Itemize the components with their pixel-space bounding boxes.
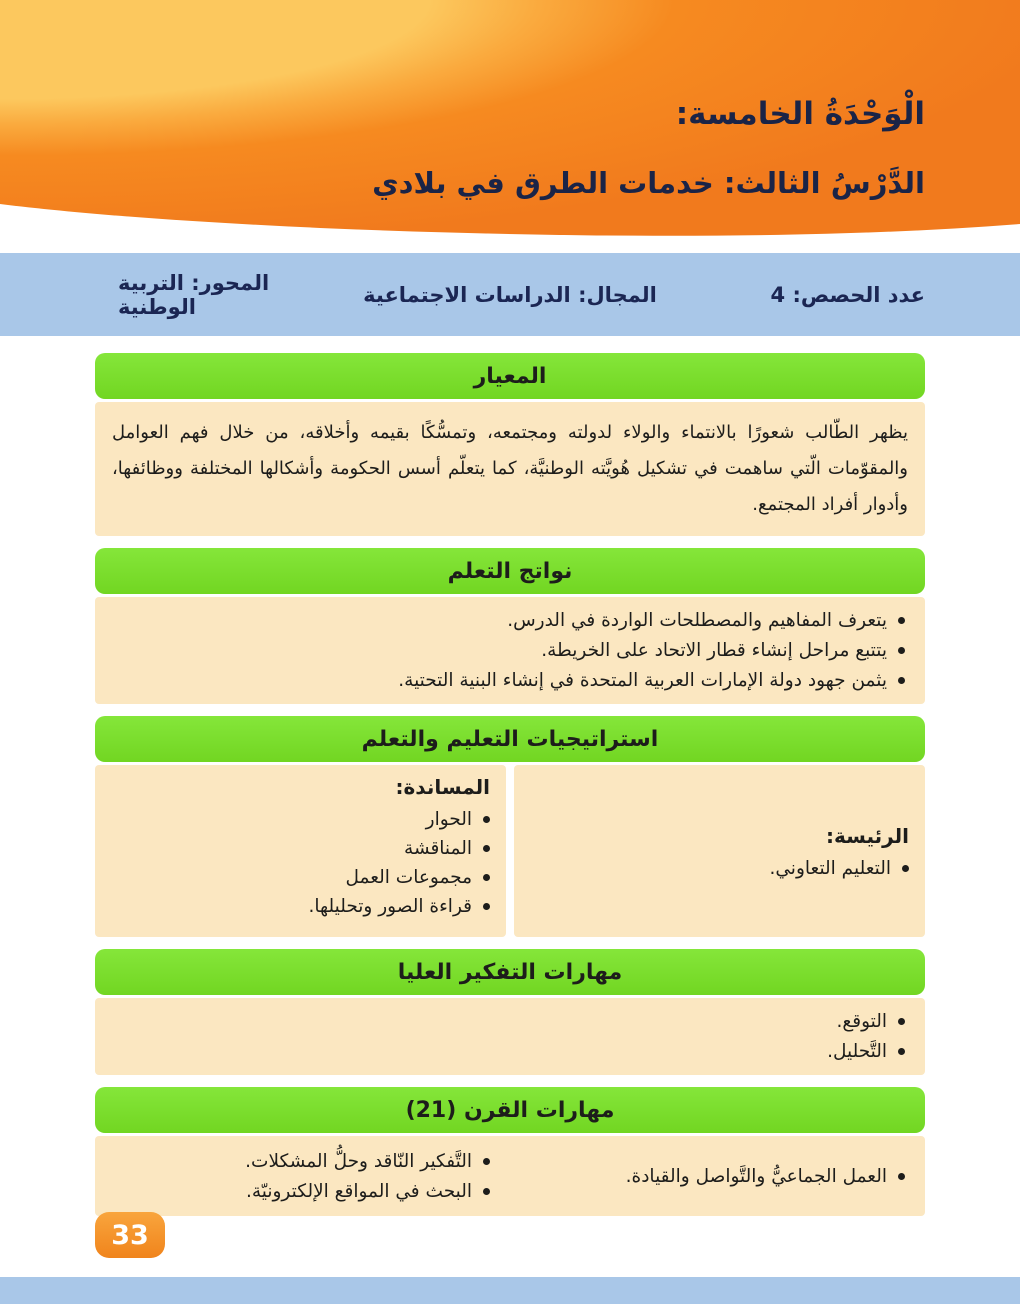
- higher-thinking-header: مهارات التفكير العليا: [95, 949, 925, 995]
- outcome-text: يتتبع مراحل إنشاء قطار الاتحاد على الخريطة.: [541, 640, 887, 661]
- bullet-icon: [898, 677, 905, 684]
- strategies-header: استراتيجيات التعليم والتعلم: [95, 716, 925, 762]
- century-skills-right-group: [502, 1136, 925, 1216]
- bullet-icon: [483, 845, 490, 852]
- skill-text: التَّحليل.: [827, 1041, 887, 1062]
- section-strategies: [95, 716, 925, 937]
- strategies-columns: [95, 765, 925, 937]
- strategy-text: قراءة الصور وتحليلها.: [308, 896, 472, 917]
- main-strategies-label: الرئيسة:: [826, 823, 909, 848]
- bullet-icon: [483, 903, 490, 910]
- century-skills-header: مهارات القرن (21): [95, 1087, 925, 1133]
- subject-field: المجال: الدراسات الاجتماعية: [363, 282, 657, 307]
- section-higher-thinking: [95, 949, 925, 1075]
- info-bar: [0, 253, 1020, 336]
- strategy-text: التعليم التعاوني.: [769, 857, 891, 879]
- lesson-title: الدَّرْسُ الثالث: خدمات الطرق في بلادي: [372, 166, 925, 200]
- higher-thinking-list: [95, 998, 925, 1075]
- bottom-bar: [0, 1277, 1020, 1304]
- outcomes-list: [95, 597, 925, 704]
- list-item: [115, 640, 905, 661]
- century-skills-box: [95, 1136, 925, 1216]
- list-item: [115, 670, 905, 691]
- list-item: [111, 809, 490, 830]
- bullet-icon: [902, 865, 909, 872]
- list-item: [115, 1041, 905, 1062]
- support-strategies-label: المساندة:: [395, 775, 490, 799]
- skill-text: البحث في المواقع الإلكترونيّة.: [245, 1180, 472, 1202]
- section-century-skills: [95, 1087, 925, 1216]
- bullet-icon: [483, 816, 490, 823]
- page-number-badge: 33: [95, 1212, 165, 1258]
- list-item: [107, 1151, 490, 1172]
- bullet-icon: [898, 647, 905, 654]
- bullet-icon: [898, 1018, 905, 1025]
- banner: [0, 0, 1020, 238]
- main-content: [95, 353, 925, 1216]
- list-item: [111, 896, 490, 917]
- standard-header: المعيار: [95, 353, 925, 399]
- standard-body: يظهر الطّالب شعورًا بالانتماء والولاء لدولته ومجتمعه، وتمسُّكًا بقيمه وأخلاقه، من خلال فهم العوامل والمقوّمات الّتي ساهمت في تشكيل هُويَّته الوطنيَّة، كما يتعلّم أسس الحكومة وأشكالها المختلفة ووظائفها، وأدوار أفراد المجتمع.: [95, 402, 925, 536]
- list-item: [626, 1166, 905, 1187]
- bullet-icon: [898, 617, 905, 624]
- section-outcomes: [95, 548, 925, 704]
- periods-count: عدد الحصص: 4: [770, 282, 925, 307]
- strategies-main-column: [514, 765, 925, 937]
- list-item: [530, 858, 909, 879]
- bullet-icon: [898, 1173, 905, 1180]
- list-item: [111, 838, 490, 859]
- axis-field: المحور: التربية الوطنية: [118, 270, 270, 319]
- bullet-icon: [483, 1158, 490, 1165]
- list-item: [107, 1181, 490, 1202]
- list-item: [115, 610, 905, 631]
- bullet-icon: [898, 1048, 905, 1055]
- bullet-icon: [483, 874, 490, 881]
- strategy-text: مجموعات العمل: [345, 867, 472, 888]
- strategy-text: الحوار: [425, 809, 472, 830]
- bullet-icon: [483, 1188, 490, 1195]
- strategies-support-column: [95, 765, 506, 937]
- list-item: [111, 867, 490, 888]
- outcome-text: يتعرف المفاهيم والمصطلحات الواردة في الدرس.: [507, 610, 887, 631]
- section-standard: [95, 353, 925, 536]
- outcomes-header: نواتج التعلم: [95, 548, 925, 594]
- skill-text: التوقع.: [836, 1011, 887, 1032]
- skill-text: العمل الجماعيُّ والتَّواصل والقيادة.: [625, 1165, 887, 1187]
- strategy-text: المناقشة: [404, 838, 472, 859]
- century-skills-left-group: [95, 1136, 502, 1216]
- skill-text: التَّفكير النّاقد وحلُّ المشكلات.: [245, 1150, 472, 1172]
- outcome-text: يثمن جهود دولة الإمارات العربية المتحدة في إنشاء البنية التحتية.: [398, 670, 887, 691]
- unit-title: الْوَحْدَةُ الخامسة:: [675, 96, 925, 132]
- list-item: [115, 1011, 905, 1032]
